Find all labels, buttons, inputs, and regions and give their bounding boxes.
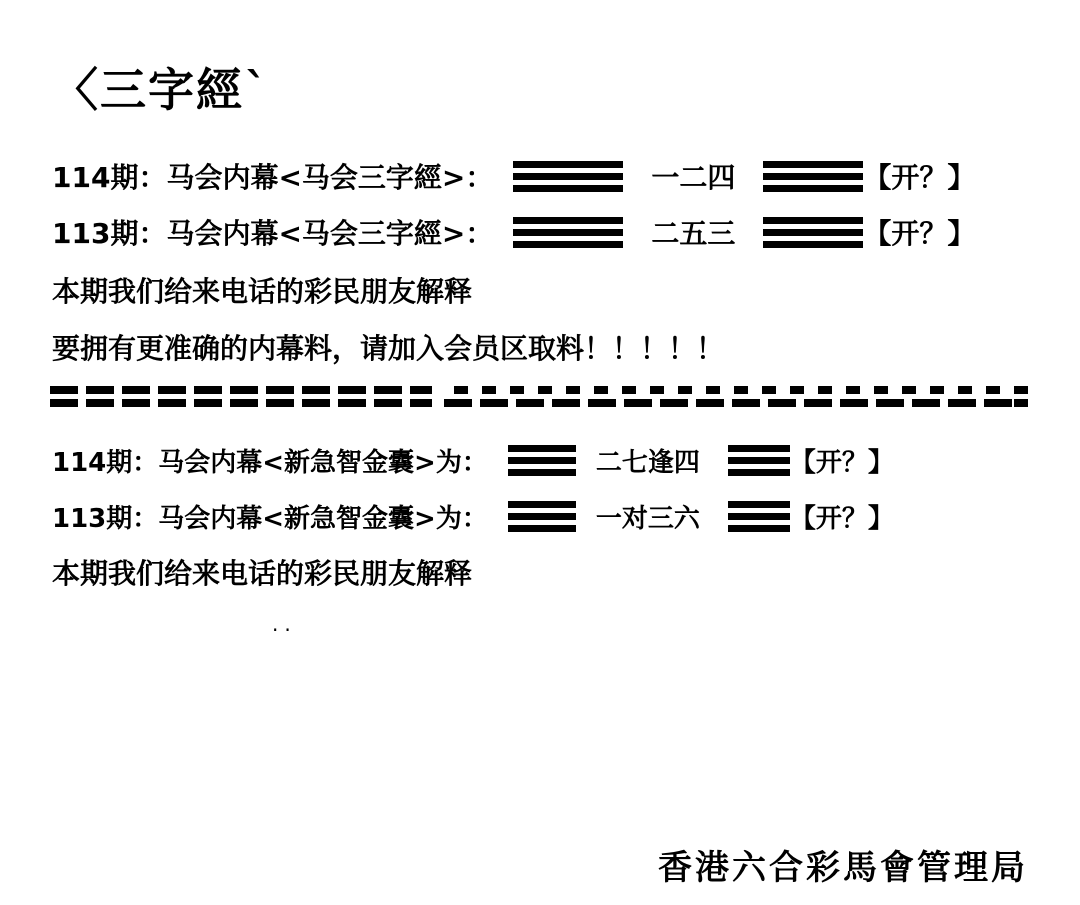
content-line-113-sanzijing — [52, 212, 975, 252]
line-suffix: 【开？】 — [789, 448, 894, 478]
content-line-113-jinnang — [52, 498, 894, 535]
content-line-114-sanzijing — [52, 156, 975, 196]
line-prefix: 114期：马会内幕<马会三字經>： — [52, 161, 494, 194]
page-title: 〈三字經` — [52, 63, 269, 117]
line-suffix: 【开？】 — [863, 161, 976, 194]
censor-bars-icon — [763, 217, 863, 248]
content-line-note-2 — [52, 552, 472, 592]
censor-bars-icon — [508, 445, 576, 476]
censor-bars-icon — [763, 161, 863, 192]
section-divider — [50, 384, 1028, 408]
censor-bars-icon — [728, 445, 790, 476]
footer-organization: 香港六合彩馬會管理局 — [658, 848, 1028, 888]
line-prefix: 113期：马会内幕<新急智金囊>为： — [52, 504, 488, 534]
line-text: 本期我们给来电话的彩民朋友解释 — [52, 557, 473, 590]
stray-dots-marker: .. — [272, 612, 297, 636]
line-suffix: 【开？】 — [789, 504, 894, 534]
line-suffix: 【开？】 — [863, 217, 976, 250]
lucky-numbers: 一对三六 — [595, 504, 700, 534]
censor-bars-icon — [728, 501, 790, 532]
content-line-note-1 — [52, 270, 472, 310]
censor-bars-icon — [513, 161, 623, 192]
lucky-numbers: 二七逢四 — [595, 448, 700, 478]
line-prefix: 113期：马会内幕<马会三字經>： — [52, 217, 494, 250]
content-line-member-call — [52, 327, 724, 367]
line-prefix: 114期：马会内幕<新急智金囊>为： — [52, 448, 488, 478]
lucky-numbers: 一二四 — [651, 161, 736, 194]
content-line-114-jinnang — [52, 442, 894, 479]
censor-bars-icon — [513, 217, 623, 248]
lucky-numbers: 二五三 — [651, 217, 736, 250]
censor-bars-icon — [508, 501, 576, 532]
line-text: 本期我们给来电话的彩民朋友解释 — [52, 275, 473, 308]
line-text: 要拥有更准确的内幕料，请加入会员区取料！！！！！ — [52, 332, 725, 365]
